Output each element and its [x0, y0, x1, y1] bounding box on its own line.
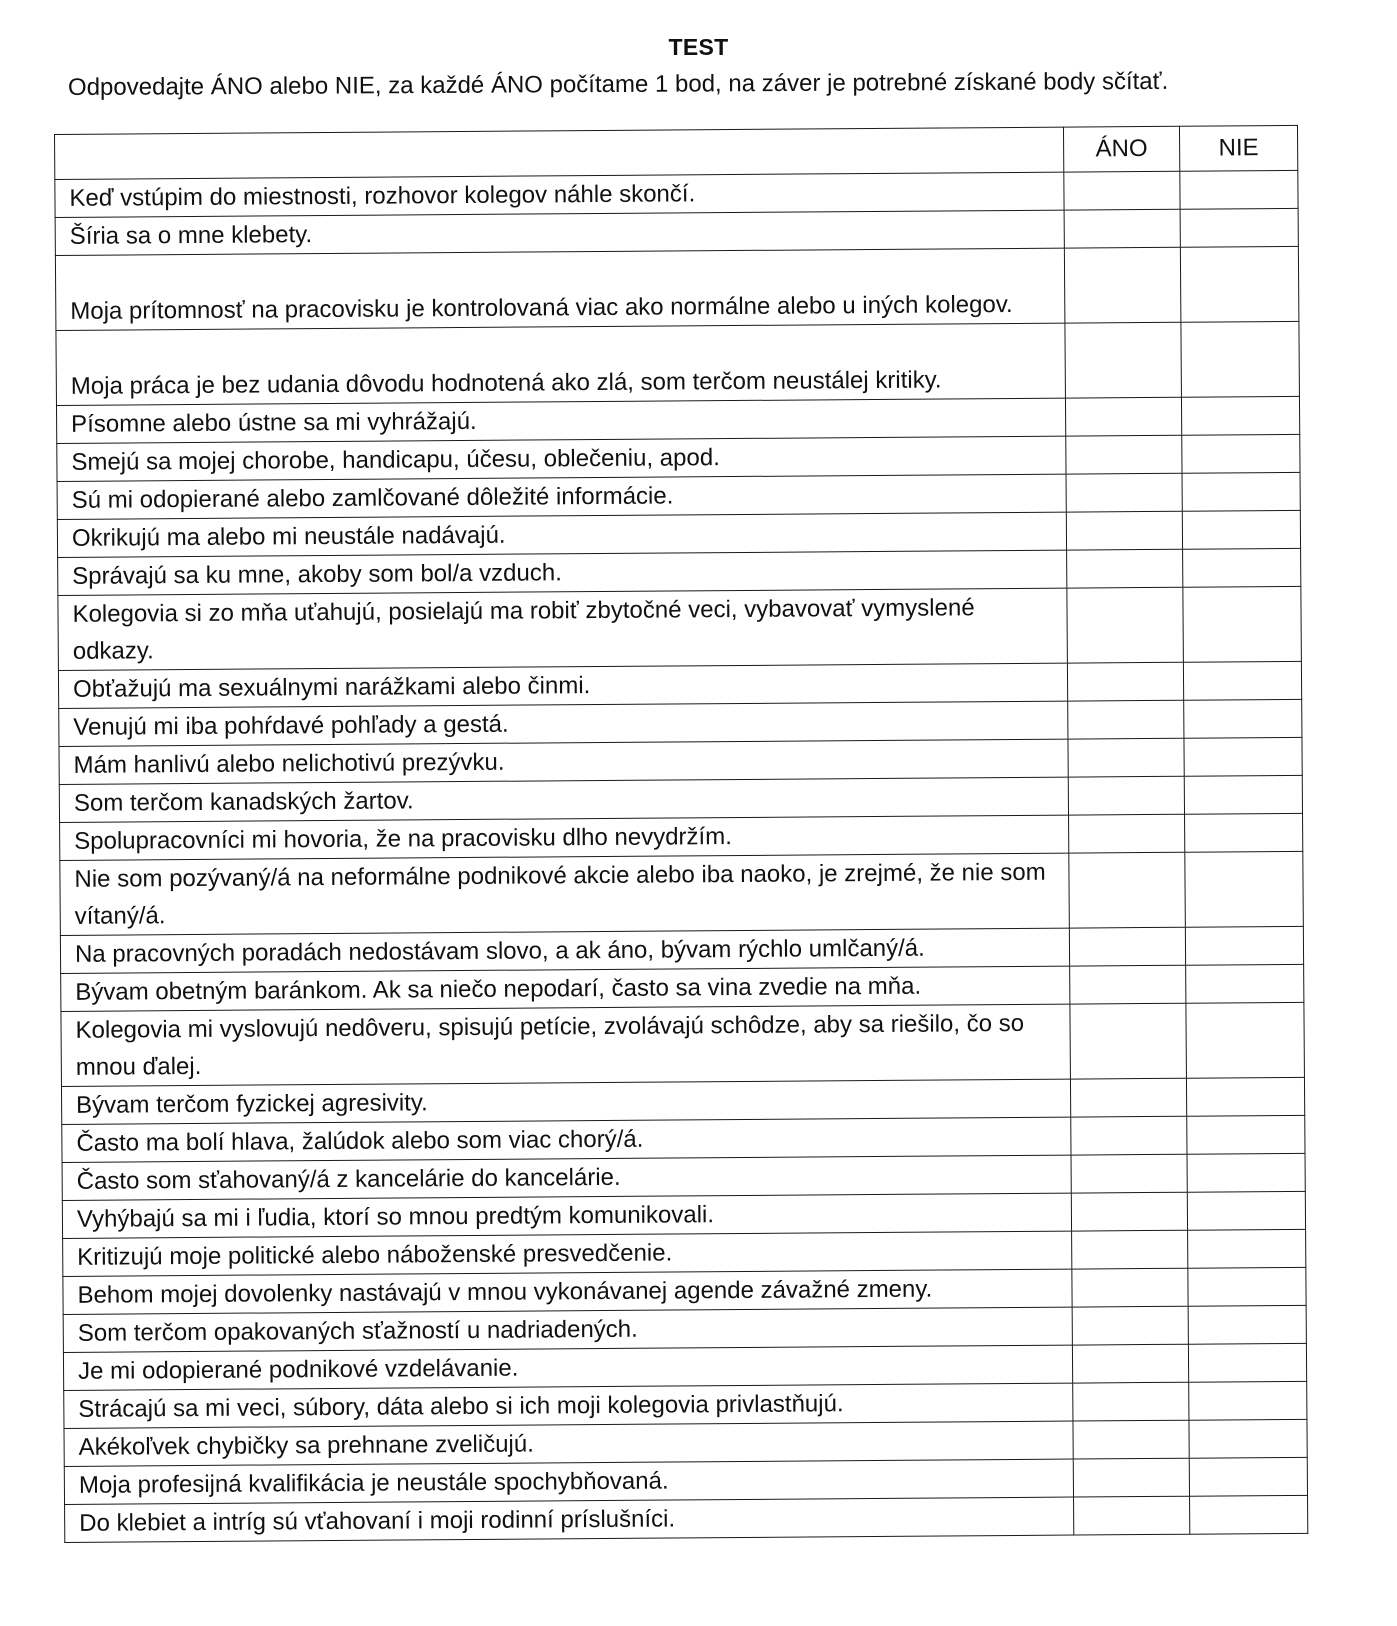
answer-yes-cell[interactable] [1072, 1306, 1188, 1345]
answer-no-cell[interactable] [1188, 1267, 1306, 1306]
answer-yes-cell[interactable] [1065, 397, 1181, 436]
question-text: Smejú sa mojej chorobe, handicapu, účesu, oblečeniu, apod. [57, 436, 1066, 481]
answer-yes-cell[interactable] [1071, 1116, 1187, 1155]
answer-yes-cell[interactable] [1070, 1078, 1186, 1117]
answer-no-cell[interactable] [1188, 1305, 1306, 1344]
question-text: Venujú mi iba pohŕdavé pohľady a gestá. [59, 701, 1068, 746]
answer-no-cell[interactable] [1190, 1495, 1308, 1534]
answer-no-cell[interactable] [1182, 472, 1300, 511]
answer-yes-cell[interactable] [1068, 738, 1184, 777]
answer-no-cell[interactable] [1183, 661, 1301, 700]
answer-yes-cell[interactable] [1066, 435, 1182, 474]
answer-yes-cell[interactable] [1073, 1458, 1189, 1497]
answer-yes-cell[interactable] [1069, 927, 1185, 966]
question-text: Moja prítomnosť na pracovisku je kontrolovaná viac ako normálne alebo u iných kolegov. [55, 248, 1065, 330]
question-text: Okrikujú ma alebo mi neustále nadávajú. [57, 512, 1066, 557]
answer-yes-cell[interactable] [1069, 852, 1186, 928]
answer-yes-cell[interactable] [1074, 1496, 1190, 1535]
question-text: Keď vstúpim do miestnosti, rozhovor kolegov náhle skončí. [55, 172, 1064, 217]
yes-column-header: ÁNO [1063, 126, 1179, 172]
table-row [56, 321, 1300, 405]
question-text: Do klebiet a intríg sú vťahovaní i moji rodinní príslušníci. [65, 1497, 1074, 1542]
answer-no-cell[interactable] [1180, 246, 1299, 322]
question-text: Často som sťahovaný/á z kancelárie do kancelárie. [62, 1155, 1071, 1200]
answer-yes-cell[interactable] [1072, 1230, 1188, 1269]
answer-no-cell[interactable] [1186, 964, 1304, 1003]
answer-no-cell[interactable] [1181, 321, 1300, 397]
answer-yes-cell[interactable] [1071, 1154, 1187, 1193]
question-text: Kolegovia si zo mňa uťahujú, posielajú ma robiť zbytočné veci, vybavovať vymyslené odkazy. [58, 588, 1068, 670]
answer-no-cell[interactable] [1180, 170, 1298, 209]
question-text: Obťažujú ma sexuálnymi narážkami alebo činmi. [58, 663, 1067, 708]
answer-yes-cell[interactable] [1067, 587, 1184, 663]
answer-no-cell[interactable] [1186, 1002, 1305, 1078]
question-text: Nie som pozývaný/á na neformálne podnikové akcie alebo iba naoko, je zrejmé, že nie som vítaný/á. [60, 853, 1070, 935]
answer-no-cell[interactable] [1186, 1077, 1304, 1116]
question-text: Som terčom kanadských žartov. [59, 777, 1068, 822]
answer-yes-cell[interactable] [1066, 473, 1182, 512]
answer-yes-cell[interactable] [1071, 1192, 1187, 1231]
answer-no-cell[interactable] [1182, 434, 1300, 473]
question-text: Kritizujú moje politické alebo náboženské presvedčenie. [63, 1231, 1072, 1276]
answer-no-cell[interactable] [1183, 548, 1301, 587]
question-text: Bývam obetným baránkom. Ak sa niečo nepodarí, často sa vina zvedie na mňa. [61, 966, 1070, 1011]
answer-yes-cell[interactable] [1068, 776, 1184, 815]
answer-no-cell[interactable] [1183, 586, 1302, 662]
answer-yes-cell[interactable] [1073, 1420, 1189, 1459]
answer-yes-cell[interactable] [1069, 814, 1185, 853]
questionnaire-sheet [54, 125, 1308, 1543]
answer-no-cell[interactable] [1188, 1229, 1306, 1268]
question-text: Písomne alebo ústne sa mi vyhrážajú. [56, 398, 1065, 443]
answer-no-cell[interactable] [1189, 1457, 1307, 1496]
question-text: Moja práca je bez udania dôvodu hodnotená ako zlá, som terčom neustálej kritiky. [56, 323, 1066, 405]
table-row [61, 1002, 1305, 1086]
answer-no-cell[interactable] [1185, 851, 1304, 927]
no-column-header: NIE [1179, 125, 1297, 171]
answer-no-cell[interactable] [1184, 775, 1302, 814]
question-text: Často ma bolí hlava, žalúdok alebo som viac chorý/á. [62, 1117, 1071, 1162]
answer-no-cell[interactable] [1185, 813, 1303, 852]
question-text: Kolegovia mi vyslovujú nedôveru, spisujú petície, zvolávajú schôdze, aby sa riešilo, čo so mnou ďalej. [61, 1004, 1071, 1086]
question-text: Spolupracovníci mi hovoria, že na pracovisku dlho nevydržím. [60, 815, 1069, 860]
answer-no-cell[interactable] [1181, 396, 1299, 435]
question-text: Je mi odopierané podnikové vzdelávanie. [63, 1345, 1072, 1390]
question-text: Správajú sa ku mne, akoby som bol/a vzduch. [58, 550, 1067, 595]
answer-no-cell[interactable] [1182, 510, 1300, 549]
question-text: Mám hanlivú alebo nelichotivú prezývku. [59, 739, 1068, 784]
question-text: Som terčom opakovaných sťažností u nadriadených. [63, 1307, 1072, 1352]
answer-no-cell[interactable] [1187, 1153, 1305, 1192]
answer-yes-cell[interactable] [1072, 1268, 1188, 1307]
answer-yes-cell[interactable] [1070, 965, 1186, 1004]
answer-yes-cell[interactable] [1064, 247, 1181, 323]
question-text: Behom mojej dovolenky nastávajú v mnou vykonávanej agende závažné zmeny. [63, 1269, 1072, 1314]
answer-no-cell[interactable] [1180, 208, 1298, 247]
table-row [55, 246, 1299, 330]
question-text: Sú mi odopierané alebo zamlčované dôležité informácie. [57, 474, 1066, 519]
table-row [58, 586, 1302, 670]
question-text: Moja profesijná kvalifikácia je neustále spochybňovaná. [64, 1459, 1073, 1504]
answer-yes-cell[interactable] [1067, 662, 1183, 701]
answer-yes-cell[interactable] [1068, 700, 1184, 739]
questionnaire-table [54, 125, 1308, 1543]
question-text: Bývam terčom fyzickej agresivity. [61, 1079, 1070, 1124]
answer-no-cell[interactable] [1185, 926, 1303, 965]
answer-yes-cell[interactable] [1067, 549, 1183, 588]
question-text: Strácajú sa mi veci, súbory, dáta alebo si ich moji kolegovia privlastňujú. [64, 1383, 1073, 1428]
question-text: Vyhýbajú sa mi i ľudia, ktorí so mnou predtým komunikovali. [62, 1193, 1071, 1238]
answer-no-cell[interactable] [1189, 1419, 1307, 1458]
answer-no-cell[interactable] [1184, 737, 1302, 776]
answer-no-cell[interactable] [1187, 1115, 1305, 1154]
answer-yes-cell[interactable] [1064, 171, 1180, 210]
answer-yes-cell[interactable] [1065, 322, 1182, 398]
question-text: Akékoľvek chybičky sa prehnane zveličujú. [64, 1421, 1073, 1466]
answer-no-cell[interactable] [1184, 699, 1302, 738]
question-text: Na pracovných poradách nedostávam slovo, a ak áno, bývam rýchlo umlčaný/á. [60, 928, 1069, 973]
answer-yes-cell[interactable] [1064, 209, 1180, 248]
table-row [60, 851, 1304, 935]
answer-no-cell[interactable] [1187, 1191, 1305, 1230]
answer-yes-cell[interactable] [1072, 1344, 1188, 1383]
answer-yes-cell[interactable] [1066, 511, 1182, 550]
instructions-text: Odpovedajte ÁNO alebo NIE, za každé ÁNO počítame 1 bod, na záver je potrebné získané body sčítať. [67, 67, 1169, 101]
question-text: Šíria sa o mne klebety. [55, 210, 1064, 255]
answer-no-cell[interactable] [1188, 1343, 1306, 1382]
page-title: TEST [668, 34, 729, 60]
answer-no-cell[interactable] [1189, 1381, 1307, 1420]
answer-yes-cell[interactable] [1073, 1382, 1189, 1421]
question-column-header [55, 127, 1064, 179]
answer-yes-cell[interactable] [1070, 1003, 1187, 1079]
